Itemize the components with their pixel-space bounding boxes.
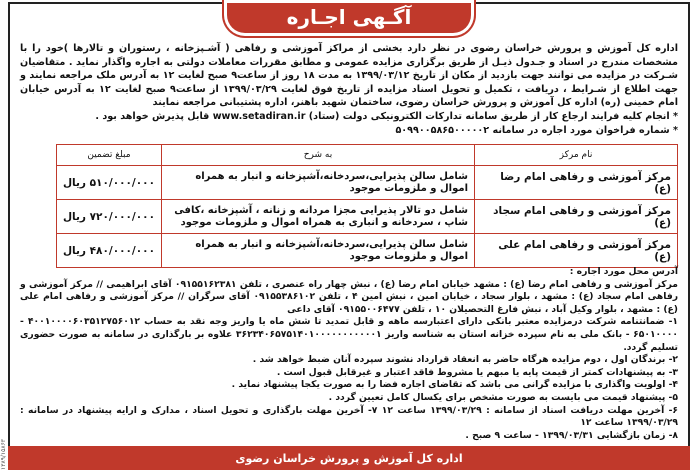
center-desc: شامل سالن پذیرایی،سردخانه،آشپزخانه و انبار به همراه اموال و ملزومات موجود — [162, 234, 475, 268]
term-item-8: ۸- زمان بازگشایی ۱۳۹۹/۰۳/۳۱ - ساعت ۹ صبح . — [465, 429, 678, 441]
table-row — [56, 200, 677, 234]
center-name: مرکز آموزشی و رفاهی امام سجاد (ع) — [475, 200, 678, 234]
center-name: مرکز آموزشی و رفاهی امام علی (ع) — [475, 234, 678, 268]
center-desc: شامل دو تالار پذیرایی مجزا مردانه و زنانه ، آشپزخانه ،کافی شاپ ، سردخانه و انباری به همراه اموال و ملزومات موجود — [162, 200, 475, 234]
terms-section — [20, 266, 678, 442]
term-item-6-7: ۶- آخرین مهلت دریافت اسناد از سامانه : ۱۳۹۹/۰۳/۲۹ ساعت ۱۲ ۷- آخرین مهلت بارگذاری و تحویل اسناد ، مدارک و ارایه پیشنهاد در سامانه : ۱۳۹۹/۰۳/۲۹ ساعت ۱۲ — [20, 404, 678, 429]
centers-table — [56, 144, 678, 268]
notice-title: آگـهی اجـاره — [227, 3, 472, 33]
table-row — [56, 234, 677, 268]
address-title: آدرس محل مورد اجاره : — [569, 266, 678, 277]
header-name: نام مرکز — [475, 145, 678, 166]
side-code: ۱۳۸۹/۱۵۸۶۳ — [0, 438, 7, 470]
intro-paragraph: اداره کل آموزش و پرورش خراسان رضوی در نظر دارد بخشی از مراکز آموزشی و رفاهی ( آشـپزخانه ، رستوران و تالارها )خود را با مشخصات مندرج در اسناد و جـدول ذیـل از طریق برگزاری مزایده عمومی و مطابق مقررات معاملات دولتی به اجاره واگذار نماید . متقاضیان شـرکت در مزایده می توانند جهت بازدید از مکان از تاریخ ۱۳۹۹/۰۳/۱۲ به مدت ۱۸ روز از ساعت۹ صبح لغایت ۱۲ به آدرس ملک مراجعه نمایند و جهت اطلاع از شـرایط ، دریافت ، تکمیل و تحویل اسناد مزایده از تاریخ فوق لغایت ۱۳۹۹/۰۳/۲۹ از ساعت۹ صبح لغایت ۱۲ به آدرس خیابان امام خمینی (ره) اداره کل آموزش و پرورش خراسان رضوی، ساختمان شهید باهنر، اداره پشتیبانی مراجعه نمایند — [20, 43, 678, 109]
notice-frame — [8, 2, 690, 470]
table-header-row — [56, 145, 677, 166]
term-item-5: ۵- پیشنهاد قیمت می بایست به صورت مشخص برای یکسال کامل تعیین گردد . — [328, 391, 678, 403]
table-row — [56, 166, 677, 200]
address-body: مرکز آموزشی و رفاهی امام رضا (ع) : مشهد خیابان امام رضا (ع) ، نبش چهار راه عنصری ، تلفن ۰۹۱۵۵۱۶۲۳۸۱ آقای ابراهیمی // مرکز آموزشی و رفاهی امام سجاد (ع) : مشهد ، بلوار سجاد ، خیابان امین ، نبش امین ۴ ، تلفن ۰۹۱۵۵۳۸۶۱۰۲ آقای سرگران // مرکز آموزشی و رفاهی امام علی (ع) : مشهد ، بلوار وکیل آباد ، نبش فارغ التحصیلان ۱۰ ، تلفن ۰۹۱۵۵۰۰۶۴۷۷ آقای داعی — [20, 278, 678, 315]
term-item-3: ۳- به پیشنهادات کمتر از قیمت پایه یا مبهم یا مشروط فاقد اعتبار و غیرقابل قبول است . — [276, 366, 678, 378]
center-amount: ۵۱۰/۰۰۰/۰۰۰ ریال — [56, 166, 161, 200]
intro-section — [20, 42, 678, 137]
title-bar — [8, 2, 690, 34]
center-name: مرکز آموزشی و رفاهی امام رضا (ع) — [475, 166, 678, 200]
center-amount: ۷۲۰/۰۰۰/۰۰۰ ریال — [56, 200, 161, 234]
intro-bullet-call-number: * شماره فراخوان مورد اجاره در سامانه ۵۰۹۹۰۰۵۸۶۵۰۰۰۰۰۲ — [395, 124, 678, 136]
center-amount: ۴۸۰/۰۰۰/۰۰۰ ریال — [56, 234, 161, 268]
footer-text: اداره کل آموزش و پرورش خراسان رضوی — [235, 451, 463, 465]
term-item-1: ۱- ضمانتنامه شرکت درمزایده معتبر بانکی دارای اعتبارسه ماهه و قابل تمدید تا شش ماه یا واریز وجه نقد به حساب ۴۰۰۱۰۰۰۰۶۰۳۵۱۲۷۵۶۰۱۲ - ۶۵۰۱۰۰۰۰ - بانک ملی به نام سپرده خزانه استان به شناسه واریز ۳۶۲۳۴۰۶۵۷۵۱۴۰۱۰۰۰۰۰۰۰۰۰۰۰۱ علاوه بر بارگذاری در سامانه به صورت حضوری تسلیم گردد. — [20, 316, 679, 353]
term-item-2: ۲- برندگان اول ، دوم مزایده هرگاه حاضر به انعقاد قرارداد نشوند سپرده آنان ضبط خواهد شد . — [252, 354, 678, 366]
footer-bar — [8, 446, 690, 470]
center-desc: شامل سالن پذیرایی،سردخانه،آشپزخانه و انبار به همراه اموال و ملزومات موجود — [162, 166, 475, 200]
term-item-4: ۴- اولویت واگذاری با مزایده گرانی می باشد که تقاضای اجاره فضا را به صورت یکجا پیشنهاد نماید . — [231, 379, 678, 391]
header-amount: مبلغ تضمین — [56, 145, 161, 166]
intro-bullet-setad: * انجام کلیه فرایند ارجاع کار از طریق سامانه تدارکات الکترونیکی دولت (ستاد) www.setadiran.ir قابل پذیرش خواهد بود . — [95, 110, 678, 122]
header-desc: به شرح — [162, 145, 475, 166]
